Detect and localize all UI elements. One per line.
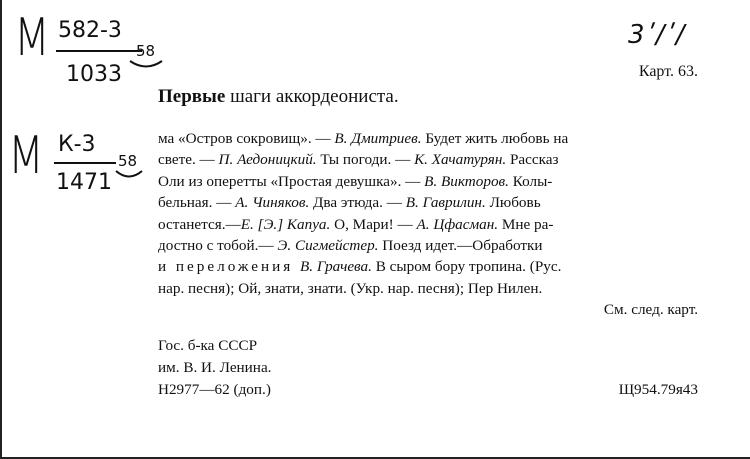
body-line-2: свете. — П. Аедоницкий. Ты погоди. — К. Хачатурян. Рассказ — [158, 151, 559, 169]
classification-code: Щ954.79я43 — [618, 381, 698, 398]
shelfmark-1-sub: 58 — [136, 42, 156, 60]
shelfmark-2-top: К-3 — [58, 132, 96, 157]
card-left-edge — [0, 0, 2, 459]
handwritten-mark: 3ʹ/ʹ/ — [628, 20, 687, 50]
body-line-6: достно с тобой.— Э. Сигмейстер. Поезд идет.—Обработки — [158, 237, 543, 255]
shelfmark-1-bottom: 1033 — [66, 62, 122, 87]
shelfmark-1-letter: М — [14, 8, 50, 68]
library-named-after: им. В. И. Ленина. — [158, 359, 272, 376]
card-body — [158, 128, 698, 321]
shelfmark-2-letter: М — [8, 126, 44, 186]
shelfmark-2-sub: 58 — [118, 152, 138, 170]
see-next-card: См. след. карт. — [603, 301, 698, 319]
title-bold: Первые — [158, 86, 226, 107]
title-rest: шаги аккордеониста. — [225, 86, 399, 107]
shelfmark-2-rule — [54, 162, 116, 164]
library-name: Гос. б-ка СССР — [158, 337, 258, 354]
body-line-3: Оли из оперетты «Простая девушка». — В. Викторов. Колы- — [158, 172, 553, 190]
body-line-8: нар. песня); Ой, знати, знати. (Укр. нар. песня); Пер Нилен. — [158, 279, 543, 297]
shelfmark-2-arc — [114, 168, 144, 182]
body-line-5: останется.—Е. [Э.] Капуа. О, Мари! — А. Цфасман. Мне ра- — [158, 215, 554, 233]
body-line-4: бельная. — А. Чиняков. Два этюда. — В. Гаврилин. Любовь — [158, 194, 541, 212]
body-line-7: и переложения В. Грачева. В сыром бору тропина. (Рус. — [158, 258, 562, 276]
body-line-1: ма «Остров сокровищ». — В. Дмитриев. Будет жить любовь на — [158, 130, 569, 147]
shelfmark-2-bottom: 1471 — [56, 170, 112, 195]
shelfmark-1-top: 582-3 — [58, 18, 122, 43]
card-number: Карт. 63. — [638, 63, 698, 80]
shelfmark-1-rule — [56, 50, 142, 52]
title — [158, 86, 399, 108]
shelfmark-1-arc — [128, 58, 164, 72]
order-number: Н2977—62 (доп.) — [158, 381, 271, 398]
